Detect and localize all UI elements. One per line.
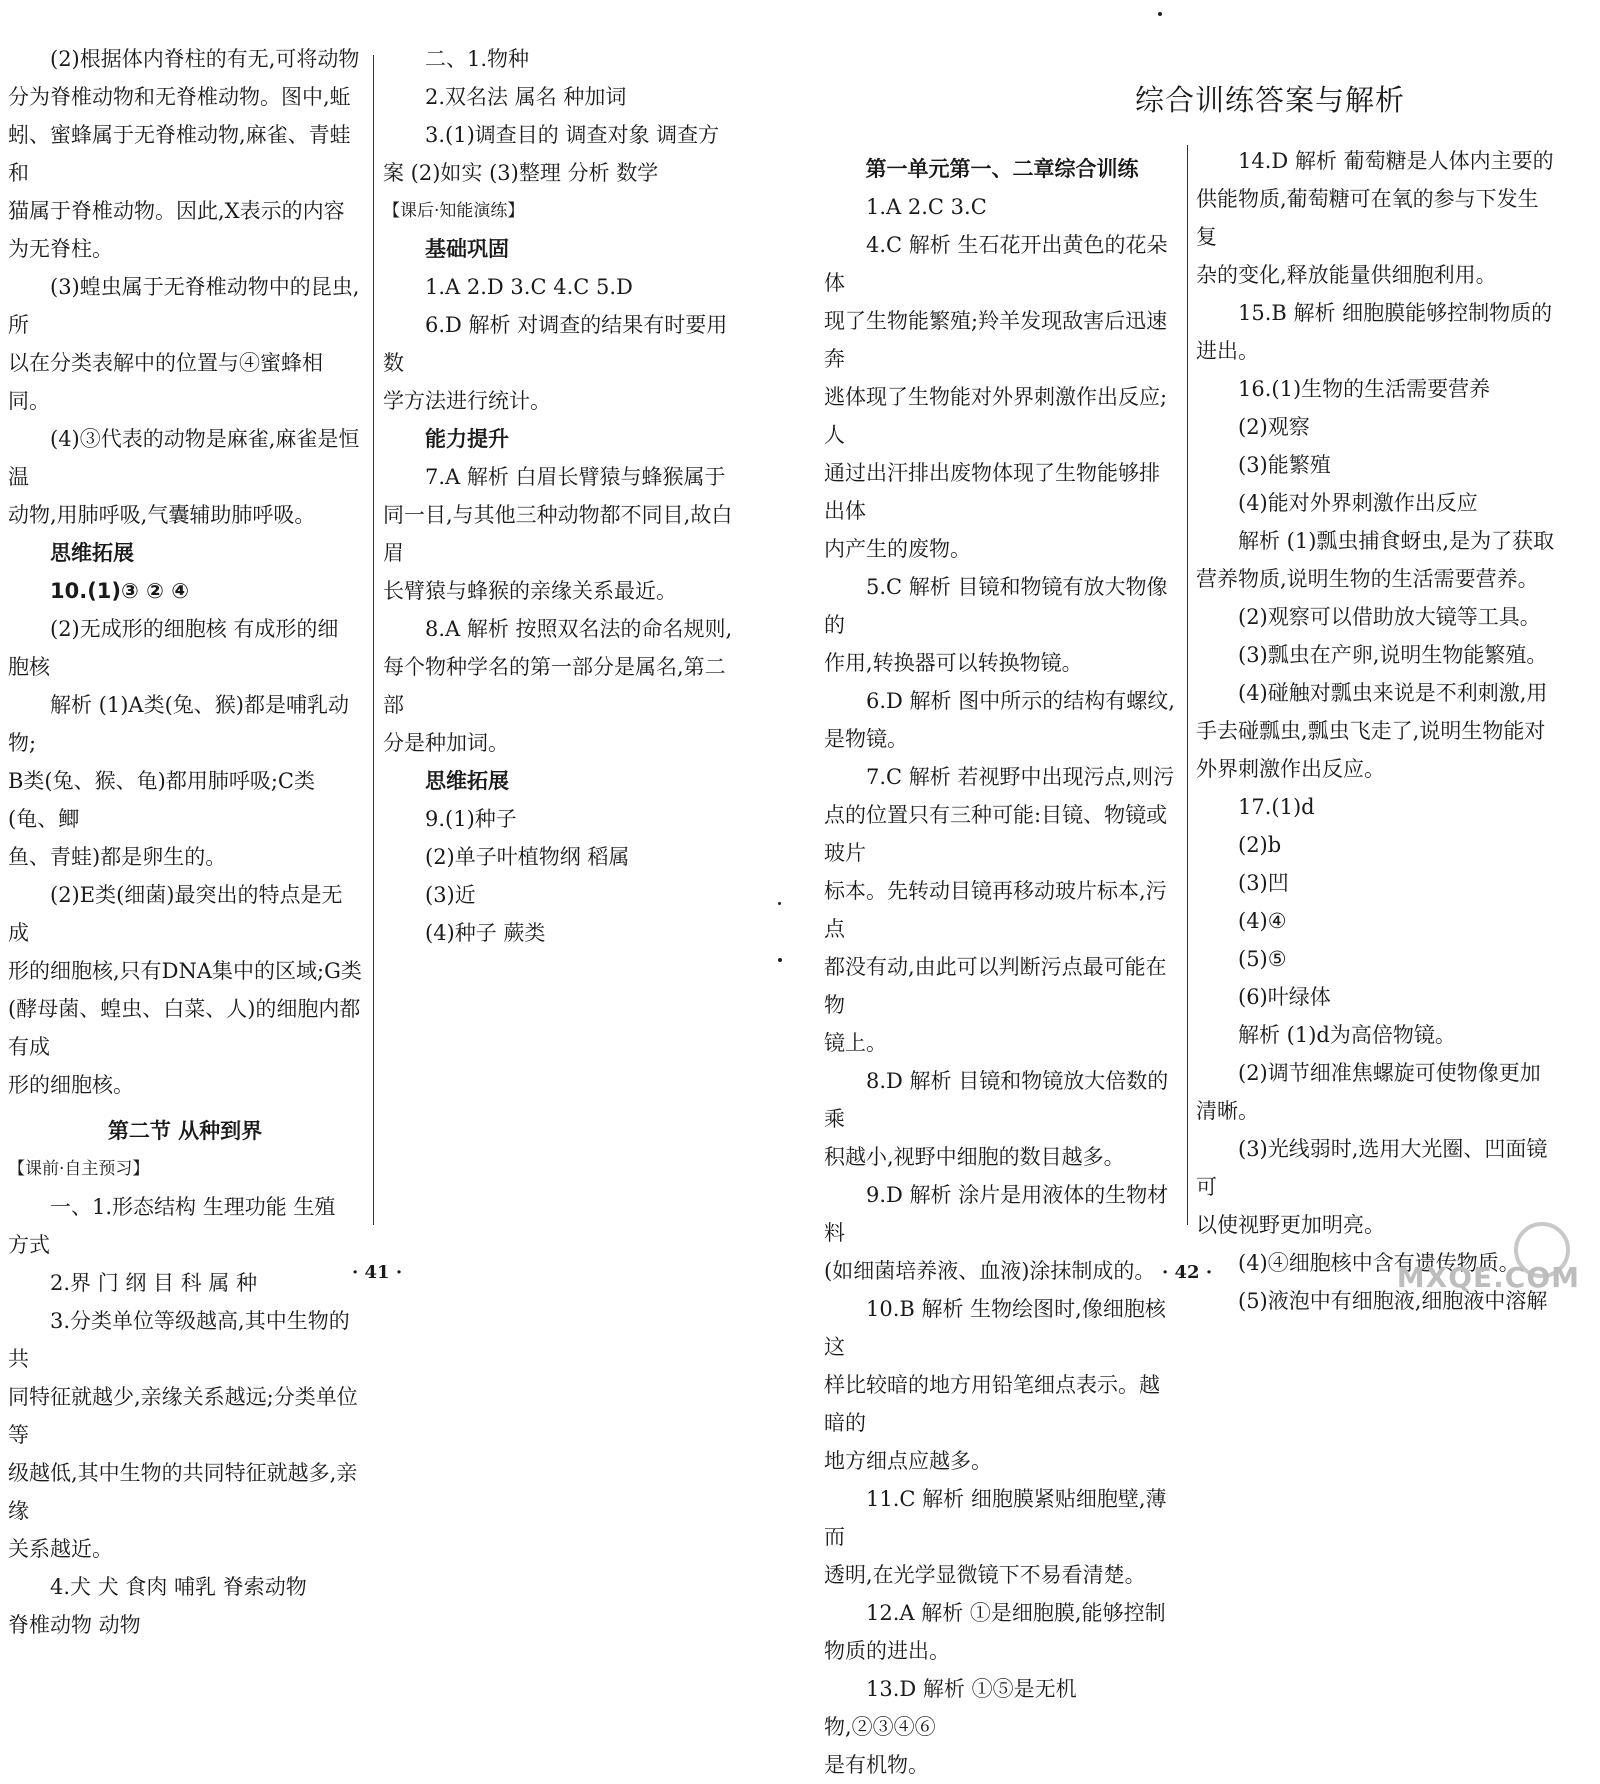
text-line: 2.双名法 属名 种加词: [425, 85, 627, 109]
text-line: (2)观察可以借助放大镜等工具。: [1238, 605, 1541, 629]
text-line: 长臂猿与蜂猴的亲缘关系最近。: [383, 579, 677, 603]
text-line: 10.(1)③ ② ④: [50, 579, 189, 603]
text-line: 7.A 解析 白眉长臂猿与蜂猴属于: [425, 465, 726, 489]
text-line: 6.D 解析 对调查的结果有时要用数: [383, 313, 728, 375]
text-line: 4.犬 犬 食肉 哺乳 脊索动物: [50, 1575, 307, 1599]
text-line: 思维拓展: [425, 769, 509, 793]
stray-mark: [1158, 12, 1162, 16]
text-line: (3)能繁殖: [1238, 453, 1331, 477]
text-line: 蚓、蜜蜂属于无脊椎动物,麻雀、青蛙和: [8, 123, 351, 185]
stray-mark: [778, 902, 781, 905]
text-line: 基础巩固: [425, 237, 509, 261]
text-line: 9.(1)种子: [425, 807, 517, 831]
text-line: 点的位置只有三种可能:目镜、物镜或玻片: [824, 803, 1168, 865]
text-line: 解析 (1)瓢虫捕食蚜虫,是为了获取: [1238, 529, 1555, 553]
text-line: 思维拓展: [50, 541, 134, 565]
text-line: (4)碰触对瓢虫来说是不利刺激,用: [1238, 681, 1548, 705]
text-line: 为无脊柱。: [8, 237, 113, 261]
text-line: 物质的进出。: [824, 1639, 950, 1663]
text-line: (4)③代表的动物是麻雀,麻雀是恒温: [8, 427, 360, 489]
text-line: 第二节 从种到界: [107, 1119, 263, 1143]
text-line: 3.(1)调查目的 调查对象 调查方: [425, 123, 720, 147]
text-line: 每个物种学名的第一部分是属名,第二部: [383, 655, 726, 717]
text-line: 猫属于脊椎动物。因此,X表示的内容: [8, 199, 345, 223]
text-line: 营养物质,说明生物的生活需要营养。: [1196, 567, 1539, 591]
right-column-1: [824, 142, 1180, 1784]
text-line: 都没有动,由此可以判断污点最可能在物: [824, 955, 1167, 1017]
text-line: 鱼、青蛙)都是卵生的。: [8, 845, 227, 869]
text-line: 作用,转换器可以转换物镜。: [824, 651, 1083, 675]
text-line: 解析 (1)A类(兔、猴)都是哺乳动物;: [8, 693, 349, 755]
text-line: (3)光线弱时,选用大光圈、凹面镜可: [1196, 1137, 1548, 1199]
text-line: 清晰。: [1196, 1099, 1259, 1123]
text-line: 以使视野更加明亮。: [1196, 1213, 1385, 1237]
text-line: 8.D 解析 目镜和物镜放大倍数的乘: [824, 1069, 1169, 1131]
text-line: 标本。先转动目镜再移动玻片标本,污点: [824, 879, 1167, 941]
text-line: (2)无成形的细胞核 有成形的细: [50, 617, 339, 641]
left-page-number: · 41 ·: [352, 1262, 403, 1283]
text-line: (4)能对外界刺激作出反应: [1238, 491, 1478, 515]
text-line: (2)根据体内脊柱的有无,可将动物: [50, 47, 360, 71]
text-line: 6.D 解析 图中所示的结构有螺纹,: [866, 689, 1175, 713]
text-line: 1.A 2.C 3.C: [866, 195, 987, 219]
text-line: 13.D 解析 ①⑤是无机物,②③④⑥: [824, 1677, 1077, 1739]
text-line: 12.A 解析 ①是细胞膜,能够控制: [866, 1601, 1166, 1625]
text-line: (如细菌培养液、血液)涂抹制成的。: [824, 1259, 1156, 1283]
text-line: 胞核: [8, 655, 50, 679]
text-line: B类(兔、猴、龟)都用肺呼吸;C类(龟、鲫: [8, 769, 315, 831]
text-line: 分是种加词。: [383, 731, 509, 755]
text-line: 10.B 解析 生物绘图时,像细胞核这: [824, 1297, 1166, 1359]
text-line: (2)b: [1238, 833, 1282, 857]
text-line: 16.(1)生物的生活需要营养: [1238, 377, 1491, 401]
text-line: 解析 (1)d为高倍物镜。: [1238, 1023, 1456, 1047]
text-line: 形的细胞核。: [8, 1073, 134, 1097]
text-line: 形的细胞核,只有DNA集中的区域;G类: [8, 959, 362, 983]
text-line: 供能物质,葡萄糖可在氧的参与下发生复: [1196, 187, 1539, 249]
text-line: 以在分类表解中的位置与④蜜蜂相同。: [8, 351, 323, 413]
watermark-text: MXQE.COM: [1396, 1261, 1580, 1294]
right-column-divider: [1187, 145, 1188, 1225]
text-line: 1.A 2.D 3.C 4.C 5.D: [425, 275, 633, 299]
text-line: (5)液泡中有细胞液,细胞液中溶解: [1238, 1289, 1548, 1313]
text-line: 通过出汗排出废物体现了生物能够排出体: [824, 461, 1160, 523]
text-line: 学方法进行统计。: [383, 389, 551, 413]
text-line: 能力提升: [425, 427, 509, 451]
text-line: (4)种子 蕨类: [425, 921, 546, 945]
text-line: 第一单元第一、二章综合训练: [865, 157, 1139, 181]
text-line: 4.C 解析 生石花开出黄色的花朵体: [824, 233, 1168, 295]
text-line: 一、1.形态结构 生理功能 生殖: [50, 1195, 336, 1219]
text-line: (5)⑤: [1238, 947, 1287, 971]
text-line: 方式: [8, 1233, 50, 1257]
text-line: (酵母菌、蝗虫、白菜、人)的细胞内都有成: [8, 997, 361, 1059]
text-line: (2)单子叶植物纲 稻属: [425, 845, 630, 869]
right-page-number: · 42 ·: [1162, 1262, 1213, 1283]
text-line: 【课前·自主预习】: [8, 1159, 150, 1179]
text-line: 内产生的废物。: [824, 537, 971, 561]
left-column-1: [8, 40, 362, 1644]
text-line: 7.C 解析 若视野中出现污点,则污: [866, 765, 1175, 789]
left-column-divider: [373, 55, 374, 1225]
text-line: 14.D 解析 葡萄糖是人体内主要的: [1238, 149, 1554, 173]
text-line: 11.C 解析 细胞膜紧贴细胞壁,薄而: [824, 1487, 1167, 1549]
text-line: (3)近: [425, 883, 476, 907]
stray-mark: [778, 958, 782, 962]
text-line: (2)观察: [1238, 415, 1310, 439]
text-line: (2)调节细准焦螺旋可使物像更加: [1238, 1061, 1541, 1085]
text-line: 样比较暗的地方用铅笔细点表示。越暗的: [824, 1373, 1160, 1435]
text-line: 动物,用肺呼吸,气囊辅助肺呼吸。: [8, 503, 316, 527]
text-line: 脊椎动物 动物: [8, 1613, 141, 1637]
text-line: 2.界 门 纲 目 科 属 种: [50, 1271, 258, 1295]
right-column-2: [1196, 142, 1556, 1320]
text-line: 级越低,其中生物的共同特征就越多,亲缘: [8, 1461, 358, 1523]
text-line: 关系越近。: [8, 1537, 113, 1561]
text-line: 是有机物。: [824, 1753, 929, 1777]
text-line: 现了生物能繁殖;羚羊发现敌害后迅速奔: [824, 309, 1168, 371]
text-line: 杂的变化,释放能量供细胞利用。: [1196, 263, 1497, 287]
text-line: 9.D 解析 涂片是用液体的生物材料: [824, 1183, 1169, 1245]
text-line: (4)④: [1238, 909, 1287, 933]
text-line: 15.B 解析 细胞膜能够控制物质的: [1238, 301, 1553, 325]
text-line: 手去碰瓢虫,瓢虫飞走了,说明生物能对: [1196, 719, 1546, 743]
watermark: [1396, 1222, 1580, 1294]
text-line: 二、1.物种: [425, 47, 530, 71]
text-line: 进出。: [1196, 339, 1259, 363]
text-line: 【课后·知能演练】: [383, 201, 525, 221]
text-line: 同一目,与其他三种动物都不同目,故白眉: [383, 503, 733, 565]
text-line: (3)凹: [1238, 871, 1289, 895]
text-line: 案 (2)如实 (3)整理 分析 数学: [383, 161, 659, 185]
text-line: 外界刺激作出反应。: [1196, 757, 1385, 781]
text-line: 17.(1)d: [1238, 795, 1315, 819]
text-line: 5.C 解析 目镜和物镜有放大物像的: [824, 575, 1168, 637]
text-line: (6)叶绿体: [1238, 985, 1331, 1009]
text-line: 地方细点应越多。: [824, 1449, 992, 1473]
text-line: 积越小,视野中细胞的数目越多。: [824, 1145, 1125, 1169]
text-line: 透明,在光学显微镜下不易看清楚。: [824, 1563, 1146, 1587]
text-line: 镜上。: [824, 1031, 887, 1055]
text-line: 3.分类单位等级越高,其中生物的共: [8, 1309, 350, 1371]
text-line: 逃体现了生物能对外界刺激作出反应;人: [824, 385, 1168, 447]
text-line: (2)E类(细菌)最突出的特点是无成: [8, 883, 343, 945]
text-line: (3)瓢虫在产卵,说明生物能繁殖。: [1238, 643, 1548, 667]
left-column-2: [383, 40, 737, 952]
text-line: (3)蝗虫属于无脊椎动物中的昆虫,所: [8, 275, 360, 337]
text-line: 8.A 解析 按照双名法的命名规则,: [425, 617, 733, 641]
section-title: 综合训练答案与解析: [1134, 83, 1405, 117]
text-line: (4)④细胞核中含有遗传物质。: [1238, 1251, 1520, 1275]
text-line: 同特征就越少,亲缘关系越远;分类单位等: [8, 1385, 358, 1447]
text-line: 是物镜。: [824, 727, 908, 751]
text-line: 分为脊椎动物和无脊椎动物。图中,蚯: [8, 85, 351, 109]
